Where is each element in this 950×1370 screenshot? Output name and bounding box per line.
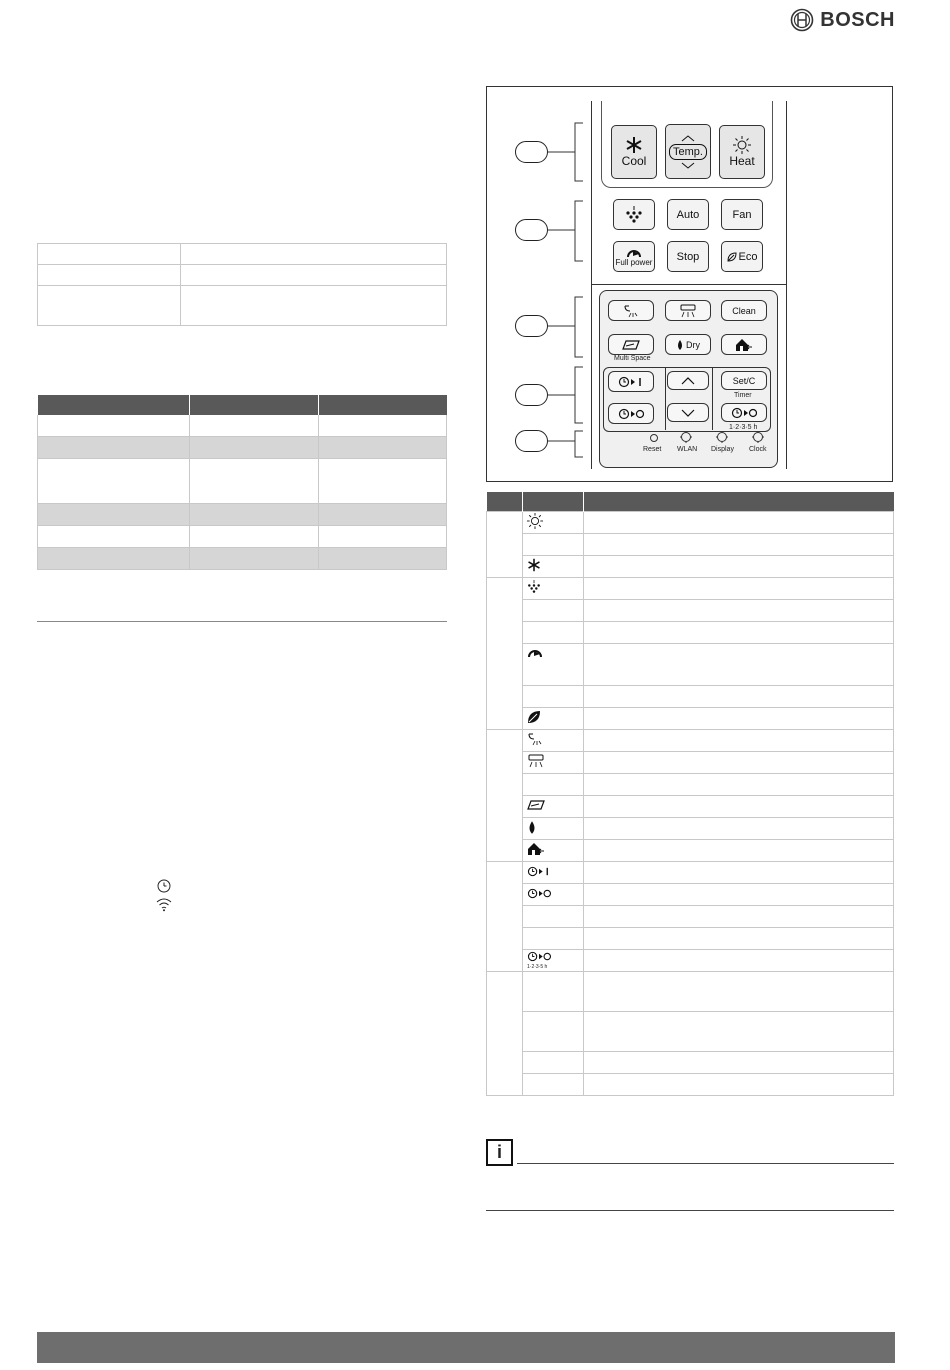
table-row: [487, 534, 894, 556]
reset-label: Reset: [643, 446, 662, 453]
table-row: [38, 526, 447, 548]
info-icon: i: [486, 1139, 513, 1166]
table-row: [38, 244, 447, 265]
timer-up-button[interactable]: [667, 371, 709, 390]
spec-table: [37, 243, 447, 326]
full-power-label: Full power: [615, 258, 653, 267]
callout-brackets: [487, 87, 607, 483]
timer-off-icon: [618, 408, 644, 420]
dry-button[interactable]: [665, 334, 711, 355]
cool-button[interactable]: [611, 125, 657, 179]
auto-label: Auto: [676, 208, 700, 221]
section-divider: [37, 621, 447, 622]
full-power-button[interactable]: [613, 241, 655, 272]
chevron-up-icon: [681, 377, 695, 385]
brand-logo: [790, 8, 895, 32]
note-rule-top: [517, 1163, 894, 1164]
multi-space-icon: [527, 800, 545, 810]
table-row: [487, 644, 894, 686]
full-power-icon: [626, 246, 642, 258]
heat-button[interactable]: [719, 125, 765, 179]
remote-edge-right: [786, 101, 787, 469]
dry-label: Dry: [686, 339, 700, 350]
swing-vertical-button[interactable]: [608, 300, 654, 321]
louver-horizontal-icon: [679, 304, 697, 318]
chevron-down-icon: [681, 162, 695, 169]
temp-label: Temp.: [669, 144, 707, 160]
table-row: [487, 1052, 894, 1074]
sleep-timer-hours: 1·2·3·5 h: [527, 964, 548, 970]
table-row: [487, 622, 894, 644]
display-button-icon[interactable]: [716, 431, 728, 443]
stop-button[interactable]: [667, 241, 709, 272]
timer-label: Timer: [734, 392, 752, 399]
clock-icon: [157, 879, 171, 893]
table-row: [487, 730, 894, 752]
table-row: [487, 686, 894, 708]
table-row: [487, 840, 894, 862]
timer-down-button[interactable]: [667, 403, 709, 422]
set-cancel-button[interactable]: [721, 371, 767, 390]
home-leave-icon: [527, 842, 545, 856]
heat-label: Heat: [729, 154, 755, 168]
multi-space-button[interactable]: [608, 334, 654, 355]
bosch-armature-icon: [790, 8, 814, 32]
louver-vertical-icon: [527, 732, 543, 746]
louver-vertical-icon: [623, 304, 639, 318]
timer-off-icon: [527, 888, 551, 899]
table-row: [38, 548, 447, 570]
fan-label: Fan: [732, 208, 752, 221]
chevron-up-icon: [681, 135, 695, 142]
table-row: [487, 512, 894, 534]
footer-bar: [37, 1332, 895, 1363]
stop-label: Stop: [676, 250, 700, 263]
table-row: [487, 708, 894, 730]
table-row: [38, 459, 447, 504]
table-row: [487, 556, 894, 578]
table-row: [487, 972, 894, 1012]
table-row: [487, 752, 894, 774]
table-row: [487, 600, 894, 622]
table-row: [487, 906, 894, 928]
eco-button[interactable]: [721, 241, 763, 272]
fan-speed-icon: [625, 206, 643, 224]
table-row: [487, 884, 894, 906]
cool-label: Cool: [621, 154, 647, 168]
fan-speed-button[interactable]: [613, 199, 655, 230]
timer-on-button[interactable]: [608, 371, 654, 392]
sleep-timer-icon: [527, 951, 551, 962]
table-row: [487, 862, 894, 884]
dry-drop-icon: [527, 821, 537, 834]
table-row: [487, 818, 894, 840]
sleep-timer-button[interactable]: [721, 403, 767, 422]
table-row: [487, 1012, 894, 1052]
wlan-label: WLAN: [677, 446, 698, 453]
full-power-icon: [527, 646, 543, 658]
table-row: [487, 928, 894, 950]
note-rule-bottom: [486, 1210, 894, 1211]
table-row: [487, 578, 894, 600]
setc-label: Set/C: [732, 375, 756, 386]
clean-label: Clean: [732, 305, 756, 316]
heat-icon: [527, 513, 543, 529]
table-row: [487, 950, 894, 972]
fan-speed-icon: [527, 580, 541, 594]
eco-leaf-icon: [527, 710, 541, 724]
reset-pinhole[interactable]: [650, 434, 658, 442]
home-leave-icon: [735, 338, 753, 352]
table-row: [487, 1074, 894, 1096]
table-row: [487, 774, 894, 796]
remote-control-figure: [486, 86, 893, 482]
timer-off-button[interactable]: [608, 403, 654, 424]
leaf-icon: [727, 252, 737, 262]
clock-button-icon[interactable]: [752, 431, 764, 443]
sun-icon: [733, 136, 751, 154]
snowflake-icon: [625, 136, 643, 154]
louver-horizontal-icon: [527, 754, 545, 768]
timer-hours-label: 1·2·3·5 h: [729, 424, 758, 431]
timer-on-icon: [618, 376, 644, 388]
auto-button[interactable]: [667, 199, 709, 230]
swing-horizontal-button[interactable]: [665, 300, 711, 321]
temp-button[interactable]: [665, 124, 711, 179]
button-function-table: [486, 492, 894, 1096]
table-row: [38, 437, 447, 459]
brand-name: BOSCH: [820, 8, 895, 31]
clean-button[interactable]: [721, 300, 767, 321]
fan-button[interactable]: [721, 199, 763, 230]
chevron-down-icon: [681, 409, 695, 417]
table-row: [38, 504, 447, 526]
multi-space-icon: [622, 340, 640, 350]
table-row: [38, 415, 447, 437]
timer-on-icon: [527, 866, 551, 877]
data-table: [37, 395, 447, 570]
remote-divider: [591, 284, 787, 285]
display-label: Display: [711, 446, 734, 453]
table-header: [487, 492, 894, 512]
sleep-timer-icon: [731, 407, 757, 419]
wifi-icon: [155, 897, 173, 912]
home-leave-button[interactable]: [721, 334, 767, 355]
drop-icon: [676, 340, 684, 350]
wlan-button-icon[interactable]: [680, 431, 692, 443]
multi-space-label: Multi Space: [614, 355, 651, 362]
cool-icon: [527, 558, 541, 572]
clock-label: Clock: [749, 446, 767, 453]
table-header: [38, 395, 447, 415]
eco-label: Eco: [738, 250, 758, 263]
table-row: [38, 286, 447, 326]
table-row: [487, 796, 894, 818]
table-row: [38, 265, 447, 286]
